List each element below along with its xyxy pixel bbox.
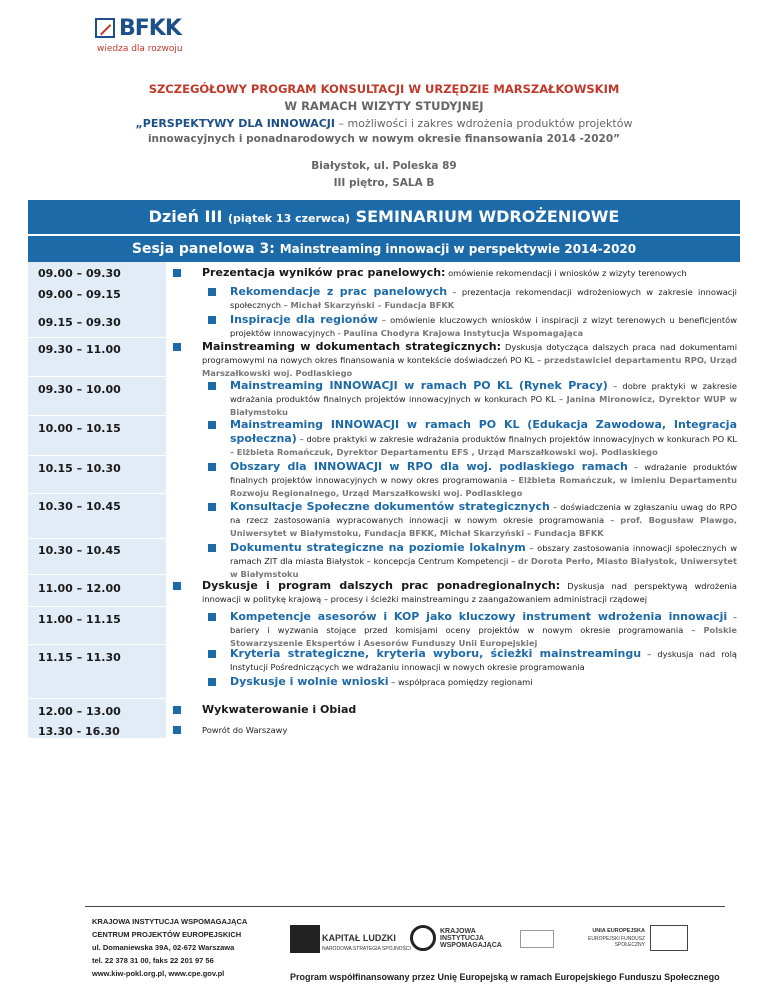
agenda-item — [202, 340, 737, 380]
eu-label: UNIA EUROPEJSKA — [592, 928, 645, 934]
agenda-item — [202, 703, 737, 717]
bfkk-logo — [95, 14, 215, 56]
bullet-icon — [173, 269, 181, 277]
agenda-item — [230, 647, 737, 674]
bullet-icon — [208, 544, 216, 552]
agenda-item-title: Konsultacje Społeczne dokumentów strategicznych — [230, 500, 550, 513]
agenda-item-title: Mainstreaming w dokumentach strategicznych: — [202, 340, 501, 353]
title-line-4: innowacyjnych i ponadnarodowych w nowym okresie finansowania 2014 -2020” — [147, 133, 621, 145]
agenda-item — [230, 285, 737, 312]
agenda-item-desc: – omówienie kluczowych wniosków i inspiracji z wizyt terenowych u beneficjentów projektów innowacyjnych - — [230, 315, 737, 338]
time-separator — [28, 606, 166, 607]
bullet-icon — [173, 706, 181, 714]
eu-flag-icon — [650, 925, 688, 951]
bullet-icon — [208, 650, 216, 658]
agenda-item-title: Dyskusje i wolnie wnioski — [230, 675, 389, 688]
bullet-icon — [173, 343, 181, 351]
title-line-1: SZCZEGÓŁOWY PROGRAM KONSULTACJI W URZĘDZIE MARSZAŁKOWSKIM — [148, 82, 620, 96]
agenda-item-desc: – dyskusja nad rolą Instytucji Pośredniczących we wdrażaniu innowacji w nowych okresie programowania — [230, 649, 737, 672]
bullet-icon — [208, 678, 216, 686]
logo-name: BFKK — [119, 16, 181, 41]
footer-divider — [85, 906, 725, 907]
session-banner: Sesja panelowa 3: Mainstreaming innowacji w perspektywie 2014-2020 — [28, 236, 740, 262]
bullet-icon — [208, 613, 216, 621]
time-slot: 09.30 – 11.00 — [38, 343, 121, 356]
time-separator — [28, 376, 166, 377]
time-slot: 09.00 – 09.15 — [38, 288, 121, 301]
time-separator — [28, 337, 166, 338]
title-line-3 — [0, 117, 768, 130]
bullet-icon — [208, 503, 216, 511]
title-line-2: W RAMACH WIZYTY STUDYJNEJ — [284, 99, 484, 113]
time-slot: 11.15 – 11.30 — [38, 651, 121, 664]
agenda-item — [230, 460, 737, 500]
bullet-icon — [173, 726, 181, 734]
time-separator — [28, 455, 166, 456]
venue-address: Białystok, ul. Poleska 89 — [311, 160, 457, 172]
time-separator — [28, 538, 166, 539]
agenda-item-title: Wykwaterowanie i Obiad — [202, 703, 357, 716]
agenda-item-desc: – doświadczenia w zgłaszaniu uwag do RPO na rzecz zastosowania wypracowanych innowacji w nowym okresie programowania – — [230, 502, 737, 525]
agenda-item — [230, 379, 737, 419]
logo-arrow-icon — [95, 18, 115, 38]
time-separator — [28, 415, 166, 416]
bullet-icon — [208, 463, 216, 471]
agenda-item — [230, 418, 737, 459]
title-highlight: „PERSPEKTYWY DLA INNOWACJI — [135, 117, 335, 130]
agenda-item-title: Mainstreaming INNOWACJI w ramach PO KL (Rynek Pracy) — [230, 379, 608, 392]
agenda-item-title: Dyskusje i program dalszych prac ponadregionalnych: — [202, 579, 561, 592]
time-slot: 12.00 – 13.00 — [38, 705, 121, 718]
time-separator — [28, 493, 166, 494]
agenda-item-desc: Dyskusja dotycząca dalszych praca nad dokumentami programowymi na nowych okres finansowania w kontekście doświadczeń PO KL – — [202, 342, 737, 365]
agenda-item-speaker: Janina Mironowicz, Dyrektor WUP w Białymstoku — [230, 394, 738, 417]
agenda-item-desc: – obszary zastosowania innowacji społecznych w ramach ZIT dla miasta Białystok – koncepcja Centrum Kompetencji – — [230, 543, 737, 566]
kiw-logo: KRAJOWA INSTYTUCJA WSPOMAGAJĄCA — [440, 928, 502, 949]
agenda-item-desc: – bariery i wyzwania stojące przed komisjami oceny projektów w nowym okresie programowania – — [230, 612, 737, 635]
agenda-item-title: Kryteria strategiczne, kryteria wyboru, ścieżki mainstreamingu — [230, 647, 642, 660]
agenda-item-title: Kompetencje asesorów i KOP jako kluczowy instrument wdrożenia innowacji — [230, 610, 728, 623]
cpe-icon — [520, 930, 554, 948]
kapital-ludzki-logo: KAPITAŁ LUDZKI — [322, 933, 396, 943]
agenda-item-desc: omówienie rekomendacji i wniosków z wizyty terenowych — [445, 268, 687, 278]
time-slot: 11.00 – 12.00 — [38, 582, 121, 595]
time-slot: 09.00 – 09.30 — [38, 267, 121, 280]
agenda-item — [202, 579, 737, 606]
bullet-icon — [208, 316, 216, 324]
time-slot: 10.15 – 10.30 — [38, 462, 121, 475]
agenda-item-speaker: Elżbieta Romańczuk, Dyrektor Departamentu EFS , Urząd Marszałkowski woj. Podlaskiego — [236, 447, 658, 457]
agenda-item — [202, 266, 737, 280]
bullet-icon — [208, 421, 216, 429]
agenda-item-desc: – wdrażanie produktów finalnych projektów innowacyjnych w nowy okres programowania – — [230, 462, 737, 485]
agenda-item — [230, 541, 737, 581]
time-separator — [28, 644, 166, 645]
time-slot: 13.30 - 16.30 — [38, 725, 120, 738]
kapital-ludzki-icon — [290, 925, 320, 953]
time-separator — [28, 574, 166, 575]
kiw-icon — [410, 925, 436, 951]
agenda-item — [230, 610, 737, 650]
agenda-item-desc: Powrót do Warszawy — [202, 725, 288, 735]
time-slot: 10.30 – 10.45 — [38, 544, 121, 557]
agenda-item — [202, 723, 737, 737]
agenda-item-desc: – dobre praktyki w zakresie wdrażania produktów finalnych projektów innowacyjnych w konkurach PO KL – — [230, 434, 737, 457]
day-banner: Dzień III (piątek 13 czerwca) SEMINARIUM WDROŻENIOWE — [28, 200, 740, 234]
agenda-item-speaker: prof. Bogusław Plawgo, Uniwersytet w Białymstoku, Fundacja BFKK, Michał Skarzyński – Fundacja BFKK — [230, 515, 737, 538]
agenda-item-title: Prezentacja wyników prac panelowych: — [202, 266, 446, 279]
time-slot: 09.15 – 09.30 — [38, 316, 121, 329]
bullet-icon — [208, 382, 216, 390]
kapital-ludzki-subtitle: NARODOWA STRATEGIA SPÓJNOŚCI — [322, 946, 411, 952]
agenda-item — [230, 500, 737, 540]
bullet-icon — [173, 582, 181, 590]
title-rest: – możliwości i zakres wdrożenia produktów projektów — [334, 117, 633, 130]
logo-tagline: wiedza dla rozwoju — [97, 44, 183, 54]
agenda-item — [230, 313, 737, 340]
bullet-icon — [208, 288, 216, 296]
agenda-item-speaker: Michał Skarzyński – Fundacja BFKK — [290, 300, 455, 310]
agenda-item-desc: – współpraca pomiędzy regionami — [388, 677, 533, 687]
time-slot: 11.00 – 11.15 — [38, 613, 121, 626]
footer-address: KRAJOWA INSTYTUCJA WSPOMAGAJĄCA CENTRUM PROJEKTÓW EUROPEJSKICH ul. Domaniewska 39A, 02-672 Warszawa tel. 22 378 31 00, faks 22 201 97 56 www.kiw-pokl.org.pl, www.cpe.gov.pl — [92, 917, 248, 978]
cofinancing-note: Program współfinansowany przez Unię Europejską w ramach Europejskiego Funduszu Społecznego — [290, 972, 720, 982]
agenda-item-speaker: Paulina Chodyra Krajowa Instytucja Wspomagająca — [343, 328, 584, 338]
agenda-item-speaker: Elżbieta Romańczuk, w imieniu Departamentu Rozwoju Regionalnego, Urząd Marszałkowski woj. Podlaskiego — [230, 475, 737, 498]
agenda-item-desc: Dyskusja nad perspektywą wdrożenia innowacji w politykę krajową – procesy i ścieżki mainstreamingu z zaangażowaniem administracji rządowej — [202, 581, 737, 604]
agenda-item-speaker: Polskie Stowarzyszenie Ekspertów i Asesorów Funduszy Unii Europejskiej — [230, 625, 737, 648]
time-slot: 09.30 – 10.00 — [38, 383, 121, 396]
efs-label: EUROPEJSKI FUNDUSZ SPOŁECZNY — [588, 936, 645, 948]
agenda-item-title: Rekomendacje z prac panelowych — [230, 285, 448, 298]
time-slot: 10.00 – 10.15 — [38, 422, 121, 435]
time-separator — [28, 698, 166, 699]
venue-room: III piętro, SALA B — [333, 177, 435, 189]
agenda-item-title: Mainstreaming INNOWACJI w ramach PO KL (Edukacja Zawodowa, Integracja społeczna) — [230, 418, 737, 445]
agenda-item-speaker: dr Dorota Perło, Miasto Białystok, Uniwersytet w Białymstoku — [230, 556, 737, 579]
agenda-item — [230, 675, 737, 689]
agenda-item-title: Obszary dla INNOWACJI w RPO dla woj. podlaskiego ramach — [230, 460, 628, 473]
agenda-item-desc: – dobre praktyki w zakresie wdrażania produktów finalnych projektów innowacyjnych w konkurach PO KL – — [230, 381, 737, 404]
agenda-item-title: Dokumentu strategiczne na poziomie lokalnym — [230, 541, 526, 554]
time-slot: 10.30 – 10.45 — [38, 500, 121, 513]
agenda-item-title: Inspiracje dla regionów — [230, 313, 378, 326]
agenda-item-desc: – prezentacja rekomendacji wdrożeniowych w zakresie innowacji społecznych – — [230, 287, 737, 310]
agenda-item-speaker: przedstawiciel departamentu RPO, Urząd Marszałkowski woj. Podlaskiego — [202, 355, 737, 378]
